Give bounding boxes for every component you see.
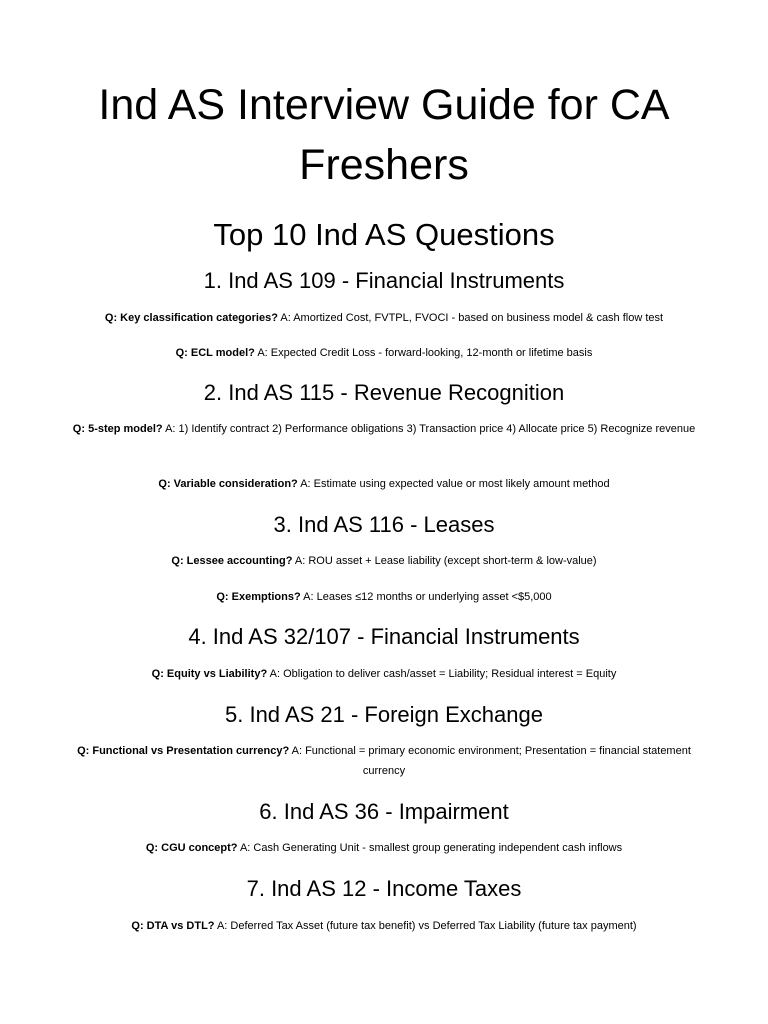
section-ind-as-115 — [70, 378, 698, 408]
section-ind-as-109 — [70, 266, 698, 296]
question-text: Q: Variable consideration? — [158, 478, 298, 490]
section-ind-as-12 — [70, 874, 698, 904]
section-heading: 1. Ind AS 109 - Financial Instruments — [203, 268, 565, 293]
section-ind-as-21 — [70, 700, 698, 730]
question-text: Q: 5-step model? — [72, 423, 163, 435]
question-text: Q: DTA vs DTL? — [131, 920, 215, 932]
question-text: Q: Exemptions? — [216, 591, 301, 603]
section-ind-as-32-107 — [70, 622, 698, 652]
question-text: Q: Functional vs Presentation currency? — [77, 745, 290, 757]
answer-text: A: Estimate using expected value or most likely amount method — [297, 478, 610, 490]
section-ind-as-36 — [70, 797, 698, 827]
qa-item — [70, 664, 698, 684]
section-heading: 2. Ind AS 115 - Revenue Recognition — [203, 380, 565, 405]
qa-item — [70, 474, 698, 494]
answer-text: A: Functional = primary economic environment; Presentation = financial statement currency — [289, 745, 691, 777]
section-heading: 4. Ind AS 32/107 - Financial Instruments — [188, 624, 580, 649]
answer-text: A: Cash Generating Unit - smallest group generating independent cash inflows — [237, 842, 623, 854]
section-heading: 6. Ind AS 36 - Impairment — [259, 799, 509, 824]
question-text: Q: Equity vs Liability? — [151, 668, 268, 680]
question-text: Q: Lessee accounting? — [171, 555, 293, 567]
question-text: Q: CGU concept? — [145, 842, 238, 854]
qa-item — [70, 838, 698, 858]
answer-text: A: Deferred Tax Asset (future tax benefit) vs Deferred Tax Liability (future tax payment) — [214, 920, 637, 932]
answer-text: A: 1) Identify contract 2) Performance obligations 3) Transaction price 4) Allocate price 5) Recognize revenue — [162, 423, 696, 435]
answer-text: A: Amortized Cost, FVTPL, FVOCI - based on business model & cash flow test — [277, 312, 664, 324]
qa-item — [70, 343, 698, 363]
qa-item — [70, 419, 698, 439]
qa-item — [70, 741, 698, 781]
section-heading: 5. Ind AS 21 - Foreign Exchange — [225, 702, 543, 727]
answer-text: A: ROU asset + Lease liability (except short-term & low-value) — [292, 555, 597, 567]
qa-item — [70, 587, 698, 607]
answer-text: A: Expected Credit Loss - forward-looking, 12-month or lifetime basis — [254, 347, 593, 359]
document-subtitle: Top 10 Ind AS Questions — [213, 217, 555, 252]
answer-text: A: Leases ≤12 months or underlying asset <$5,000 — [300, 591, 552, 603]
section-heading: 7. Ind AS 12 - Income Taxes — [246, 876, 522, 901]
section-ind-as-116 — [70, 510, 698, 540]
qa-item — [70, 916, 698, 936]
question-text: Q: Key classification categories? — [104, 312, 278, 324]
qa-item — [70, 308, 698, 328]
section-heading: 3. Ind AS 116 - Leases — [273, 512, 495, 537]
answer-text: A: Obligation to deliver cash/asset = Liability; Residual interest = Equity — [267, 668, 617, 680]
question-text: Q: ECL model? — [175, 347, 255, 359]
document-title: Ind AS Interview Guide for CA Freshers — [98, 81, 670, 189]
qa-item — [70, 551, 698, 571]
